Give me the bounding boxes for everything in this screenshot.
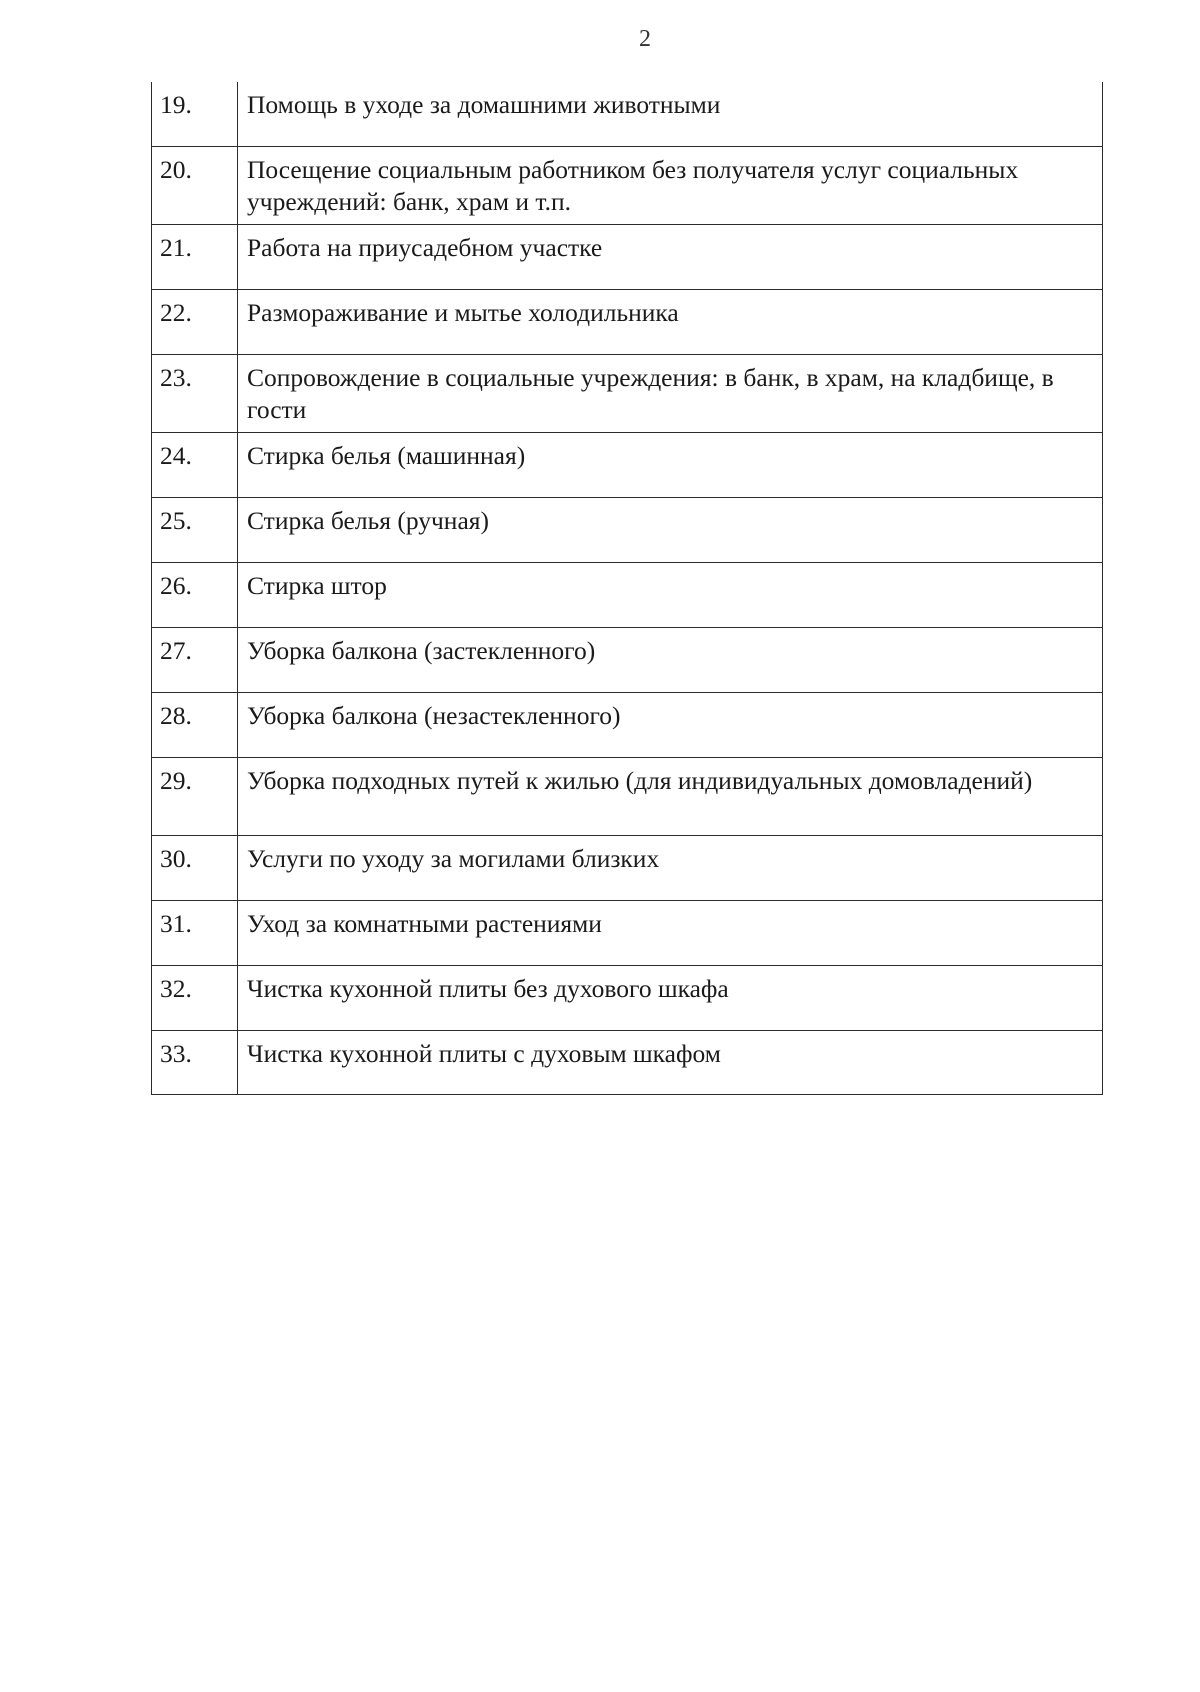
table-row xyxy=(152,692,1103,757)
table-row xyxy=(152,965,1103,1030)
row-number: 20. xyxy=(152,146,238,224)
service-name: Посещение социальным работником без получателя услуг социальных учреждений: банк, храм и т.п. xyxy=(238,146,1103,224)
service-name: Уборка подходных путей к жилью (для индивидуальных домовладений) xyxy=(238,757,1103,835)
service-name: Стирка белья (машинная) xyxy=(238,432,1103,497)
row-number: 28. xyxy=(152,692,238,757)
row-number: 22. xyxy=(152,289,238,354)
page-number: 2 xyxy=(639,26,651,52)
row-number: 25. xyxy=(152,497,238,562)
table-row xyxy=(152,146,1103,224)
row-number: 32. xyxy=(152,965,238,1030)
service-name: Уборка балкона (незастекленного) xyxy=(238,692,1103,757)
service-name: Помощь в уходе за домашними животными xyxy=(238,82,1103,146)
service-name: Чистка кухонной плиты без духового шкафа xyxy=(238,965,1103,1030)
service-name: Стирка белья (ручная) xyxy=(238,497,1103,562)
table-row xyxy=(152,562,1103,627)
row-number: 30. xyxy=(152,835,238,900)
table-row xyxy=(152,627,1103,692)
table-row xyxy=(152,835,1103,900)
row-number: 29. xyxy=(152,757,238,835)
row-number: 24. xyxy=(152,432,238,497)
row-number: 19. xyxy=(152,82,238,146)
table-row xyxy=(152,289,1103,354)
service-name: Чистка кухонной плиты с духовым шкафом xyxy=(238,1030,1103,1094)
services-table xyxy=(151,82,1103,1095)
row-number: 31. xyxy=(152,900,238,965)
table-row xyxy=(152,757,1103,835)
row-number: 27. xyxy=(152,627,238,692)
table-row xyxy=(152,224,1103,289)
service-name: Работа на приусадебном участке xyxy=(238,224,1103,289)
service-name: Размораживание и мытье холодильника xyxy=(238,289,1103,354)
service-name: Сопровождение в социальные учреждения: в банк, в храм, на кладбище, в гости xyxy=(238,354,1103,432)
table-row xyxy=(152,354,1103,432)
table-row xyxy=(152,1030,1103,1094)
table-row xyxy=(152,82,1103,146)
row-number: 26. xyxy=(152,562,238,627)
service-name: Стирка штор xyxy=(238,562,1103,627)
service-name: Уборка балкона (застекленного) xyxy=(238,627,1103,692)
row-number: 23. xyxy=(152,354,238,432)
table-row xyxy=(152,497,1103,562)
service-name: Услуги по уходу за могилами близких xyxy=(238,835,1103,900)
table-row xyxy=(152,432,1103,497)
service-name: Уход за комнатными растениями xyxy=(238,900,1103,965)
row-number: 21. xyxy=(152,224,238,289)
table-row xyxy=(152,900,1103,965)
row-number: 33. xyxy=(152,1030,238,1094)
